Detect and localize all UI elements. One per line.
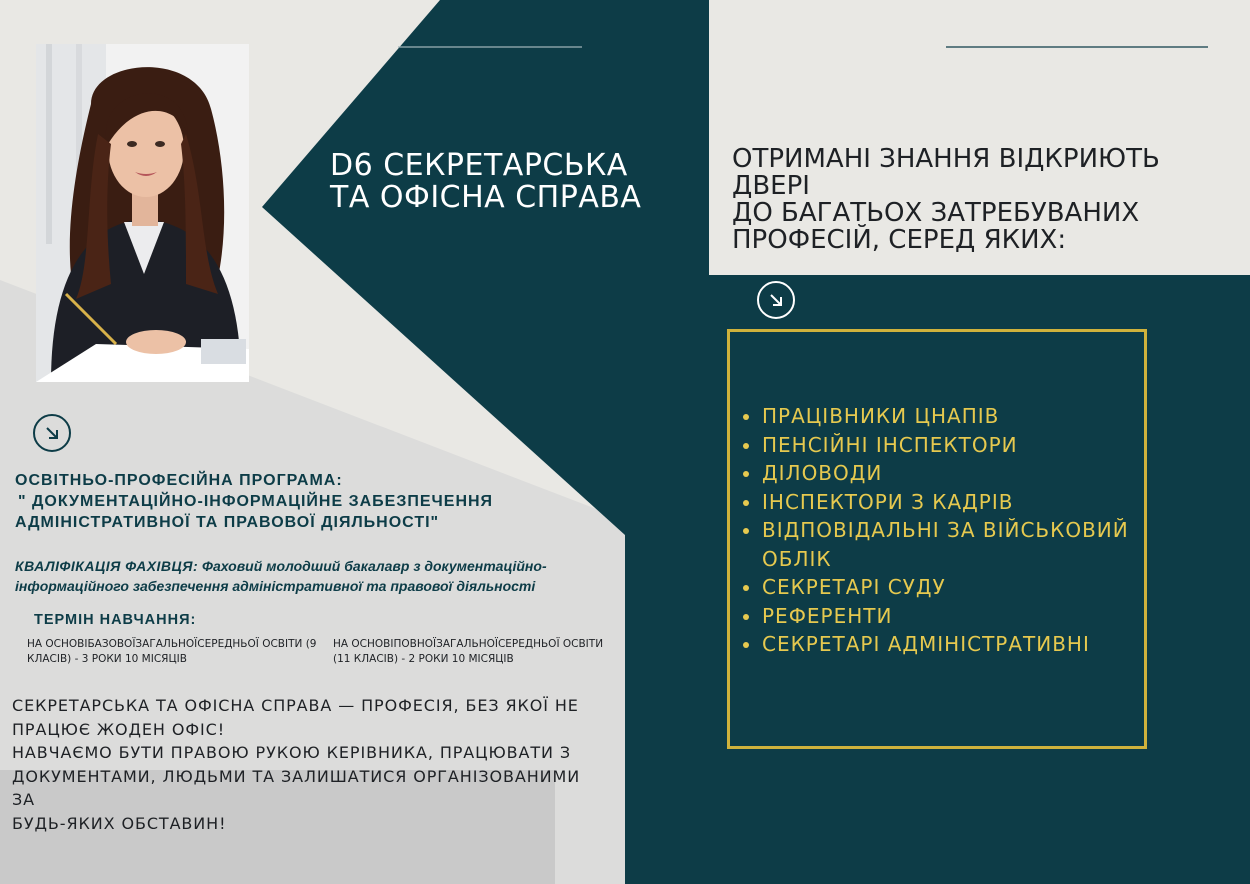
program-title bbox=[15, 470, 615, 533]
tagline-line-1: СЕКРЕТАРСЬКА ТА ОФІСНА СПРАВА — ПРОФЕСІЯ, БЕЗ ЯКОЇ НЕ bbox=[12, 696, 579, 715]
profession-item: СЕКРЕТАРІ АДМІНІСТРАТИВНІ bbox=[740, 630, 1140, 659]
title-line-2: ТА ОФІСНА СПРАВА bbox=[330, 180, 642, 215]
secretary-photo bbox=[36, 44, 249, 382]
profession-item: СЕКРЕТАРІ СУДУ bbox=[740, 573, 1140, 602]
program-line-2: " ДОКУМЕНТАЦІЙНО-ІНФОРМАЦІЙНЕ ЗАБЕЗПЕЧЕННЯ bbox=[18, 493, 494, 510]
page-title bbox=[330, 150, 641, 214]
tagline bbox=[12, 694, 602, 835]
profession-item: ДІЛОВОДИ bbox=[740, 459, 1140, 488]
tagline-line-5: БУДЬ-ЯКИХ ОБСТАВИН! bbox=[12, 813, 227, 833]
professions-list bbox=[740, 402, 1140, 659]
profession-item: РЕФЕРЕНТИ bbox=[740, 602, 1140, 631]
term-option-11-grades: НА ОСНОВІПОВНОЇЗАГАЛЬНОЇСЕРЕДНЬОЇ ОСВІТИ (11 КЛАСІВ) - 2 РОКИ 10 МІСЯЦІВ bbox=[333, 638, 604, 665]
tagline-line-2: ПРАЦЮЄ ЖОДЕН ОФІС! bbox=[12, 719, 226, 739]
careers-heading-line-1: ОТРИМАНІ ЗНАННЯ ВІДКРИЮТЬ ДВЕРІ bbox=[732, 144, 1160, 201]
profession-item: ІНСПЕКТОРИ З КАДРІВ bbox=[740, 488, 1140, 517]
profession-item: ПРАЦІВНИКИ ЦНАПІВ bbox=[740, 402, 1140, 431]
photo-illustration bbox=[36, 44, 249, 382]
qualification bbox=[15, 556, 625, 596]
tagline-line-4: ДОКУМЕНТАМИ, ЛЮДЬМИ ТА ЗАЛИШАТИСЯ ОРГАНІЗОВАНИМИ ЗА bbox=[12, 766, 581, 809]
title-line-1: D6 СЕКРЕТАРСЬКА bbox=[330, 148, 628, 183]
profession-item: ПЕНСІЙНІ ІНСПЕКТОРИ bbox=[740, 431, 1140, 460]
arrow-down-right-icon bbox=[33, 414, 71, 452]
careers-heading-line-3: ПРОФЕСІЙ, СЕРЕД ЯКИХ: bbox=[732, 225, 1067, 255]
tagline-line-3: НАВЧАЄМО БУТИ ПРАВОЮ РУКОЮ КЕРІВНИКА, ПРАЦЮВАТИ З bbox=[12, 743, 572, 762]
qualification-label: КВАЛІФІКАЦІЯ ФАХІВЦЯ: bbox=[15, 558, 199, 574]
careers-heading bbox=[732, 146, 1242, 254]
term-title: ТЕРМІН НАВЧАННЯ: bbox=[34, 612, 197, 628]
term-option-9-grades: НА ОСНОВІБАЗОВОЇЗАГАЛЬНОЇСЕРЕДНЬОЇ ОСВІТИ (9 КЛАСІВ) - 3 РОКИ 10 МІСЯЦІВ bbox=[27, 638, 317, 665]
profession-item: ВІДПОВІДАЛЬНІ ЗА ВІЙСЬКОВИЙ ОБЛІК bbox=[740, 516, 1140, 573]
program-line-1: ОСВІТНЬО-ПРОФЕСІЙНА ПРОГРАМА: bbox=[15, 472, 343, 489]
careers-heading-line-2: ДО БАГАТЬОХ ЗАТРЕБУВАНИХ bbox=[732, 198, 1140, 228]
qualification-text: Фаховий молодший бакалавр з документаційно-інформаційного забезпечення адміністративної та правової діяльності bbox=[15, 558, 547, 594]
arrow-down-right-icon bbox=[757, 281, 795, 319]
program-line-3: АДМІНІСТРАТИВНОЇ ТА ПРАВОВОЇ ДІЯЛЬНОСТІ" bbox=[15, 514, 440, 531]
